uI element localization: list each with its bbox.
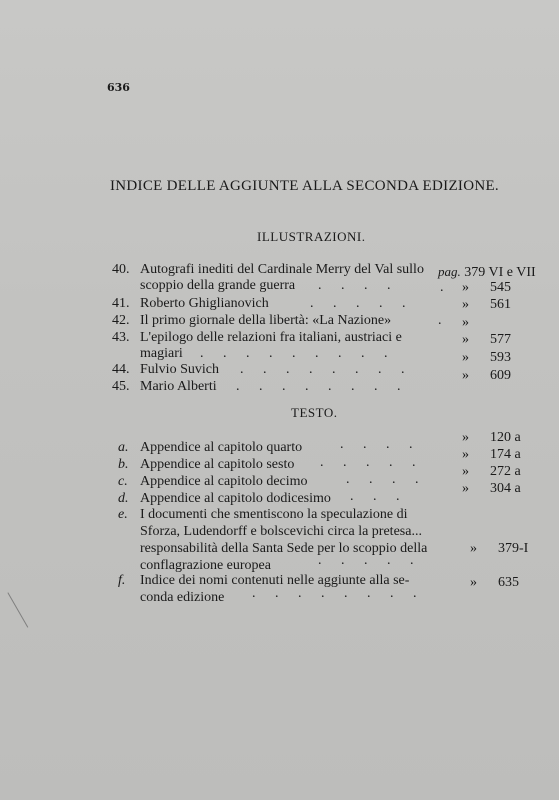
ref-mark: » bbox=[462, 280, 469, 295]
leader-dots: . bbox=[438, 313, 450, 328]
ref-value: 609 bbox=[490, 368, 511, 383]
item-number: 44. bbox=[112, 362, 130, 377]
leader-dots: . . . . bbox=[340, 437, 421, 452]
page-ref bbox=[470, 541, 528, 557]
leader-dots: . . . . bbox=[318, 278, 399, 293]
item-title: Mario Alberti bbox=[140, 379, 217, 394]
leader-dots: . . . . . bbox=[318, 553, 422, 568]
item-letter: a. bbox=[118, 440, 129, 455]
item-number: 40. bbox=[112, 262, 130, 277]
item-title-continued: responsabilità della Santa Sede per lo scoppio della bbox=[140, 541, 428, 556]
ref-value: 272 a bbox=[490, 464, 521, 479]
ref-value: 545 bbox=[490, 280, 511, 295]
item-letter: c. bbox=[118, 474, 128, 489]
item-letter: d. bbox=[118, 491, 129, 506]
ref-mark: pag. bbox=[438, 264, 461, 279]
item-title-continued: conflagrazione europea bbox=[140, 558, 271, 573]
item-number: 45. bbox=[112, 379, 130, 394]
item-title-continued: conda edizione bbox=[140, 590, 225, 605]
leader-dots: . bbox=[440, 280, 452, 295]
item-title: Appendice al capitolo decimo bbox=[140, 474, 308, 489]
leader-dots: . . . . . bbox=[320, 455, 424, 470]
item-title: Roberto Ghiglianovich bbox=[140, 296, 269, 311]
ref-mark: » bbox=[462, 350, 469, 365]
ref-value: 174 a bbox=[490, 447, 521, 462]
item-title: Appendice al capitolo dodicesimo bbox=[140, 491, 331, 506]
item-number: 41. bbox=[112, 296, 130, 311]
item-number: 43. bbox=[112, 330, 130, 345]
leader-dots: . . . . . . . . bbox=[240, 362, 413, 377]
ref-value: 120 a bbox=[490, 430, 521, 445]
page-ref bbox=[462, 430, 521, 446]
page-number: 636 bbox=[107, 81, 130, 94]
ref-value: 635 bbox=[498, 575, 519, 590]
ref-mark: » bbox=[462, 297, 469, 312]
item-title: L'epilogo delle relazioni fra italiani, austriaci e bbox=[140, 330, 402, 345]
ref-mark: » bbox=[470, 575, 477, 590]
leader-dots: . . . . bbox=[346, 472, 427, 487]
item-title: Indice dei nomi contenuti nelle aggiunte alla se- bbox=[140, 573, 410, 588]
page-ref bbox=[462, 464, 521, 480]
item-title: Appendice al capitolo sesto bbox=[140, 457, 295, 472]
ref-value: 561 bbox=[490, 297, 511, 312]
ref-value: 379 VI e VII bbox=[464, 265, 536, 280]
item-letter: e. bbox=[118, 507, 128, 522]
ref-mark: » bbox=[462, 430, 469, 445]
section-heading-illustrazioni: ILLUSTRAZIONI. bbox=[257, 229, 366, 244]
item-letter: f. bbox=[118, 573, 126, 588]
item-title-continued: Sforza, Ludendorff e bolscevichi circa la pretesa... bbox=[140, 524, 422, 539]
section-heading-testo: TESTO. bbox=[291, 405, 338, 420]
page-ref bbox=[462, 447, 521, 463]
leader-dots: . . . . . bbox=[310, 296, 414, 311]
ref-value: 593 bbox=[490, 350, 511, 365]
item-title: Autografi inediti del Cardinale Merry del Val sullo bbox=[140, 262, 424, 277]
ref-mark: » bbox=[462, 315, 469, 330]
item-title: Fulvio Suvich bbox=[140, 362, 219, 377]
ref-mark: » bbox=[462, 447, 469, 462]
ref-mark: » bbox=[462, 332, 469, 347]
page-ref bbox=[462, 481, 521, 497]
leader-dots: . . . . . . . . bbox=[236, 379, 409, 394]
ref-value: 577 bbox=[490, 332, 511, 347]
item-number: 42. bbox=[112, 313, 130, 328]
ref-mark: » bbox=[462, 368, 469, 383]
index-title: INDICE DELLE AGGIUNTE ALLA SECONDA EDIZIONE. bbox=[110, 178, 499, 194]
item-title: Il primo giornale della libertà: «La Nazione» bbox=[140, 313, 392, 328]
item-title: Appendice al capitolo quarto bbox=[140, 440, 303, 455]
ref-value: 304 a bbox=[490, 481, 521, 496]
item-title-continued: scoppio della grande guerra bbox=[140, 278, 296, 293]
ref-mark: » bbox=[462, 464, 469, 479]
leader-dots: . . . bbox=[350, 489, 408, 504]
item-title-continued: magiari bbox=[140, 346, 183, 361]
item-letter: b. bbox=[118, 457, 129, 472]
leader-dots: . . . . . . . . . bbox=[200, 346, 396, 361]
ref-value: 379-I bbox=[498, 541, 529, 556]
ref-mark: » bbox=[470, 541, 477, 556]
ref-mark: » bbox=[462, 481, 469, 496]
item-title: I documenti che smentiscono la speculazione di bbox=[140, 507, 408, 522]
page-ref bbox=[470, 575, 519, 591]
leader-dots: . . . . . . . . bbox=[252, 586, 425, 601]
